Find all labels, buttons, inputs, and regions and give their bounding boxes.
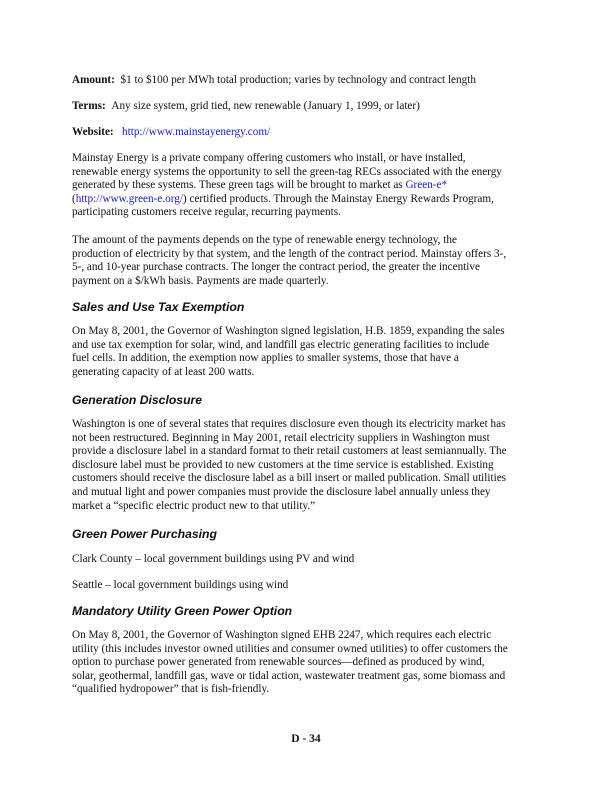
text-line: disclosure label must be provided to new customers at the time service is established. Existing (72, 458, 494, 471)
text-line (72, 179, 544, 193)
heading-sales-use-tax-exemption: Sales and Use Tax Exemption (72, 300, 245, 314)
text-line: Washington is one of several states that requires disclosure even though its electricity market has (72, 418, 506, 430)
heading-generation-disclosure: Generation Disclosure (72, 393, 203, 407)
amount-label: Amount: (72, 74, 115, 86)
terms-field (72, 100, 420, 114)
text-line: option to purchase power generated from renewable sources—defined as produced by wind, (72, 656, 485, 669)
amount-field (72, 74, 476, 88)
text-line: Mainstay Energy is a private company offering customers who install, or have installed, (72, 152, 466, 164)
website-field (72, 126, 270, 140)
text-line: “qualified hydropower” that is fish-friendly. (72, 683, 270, 696)
text-line: participating customers receive regular, recurring payments. (72, 206, 341, 219)
mainstay-payments-paragraph (72, 234, 544, 288)
text-line: solar, geothermal, landfill gas, wave or tidal action, wastewater treatment gas, some biomass and (72, 669, 506, 682)
text-segment: generated by these systems. These green tags will be brought to market as (72, 179, 406, 192)
text-line (72, 193, 544, 207)
text-line: payment on a $/kWh basis. Payments are made quarterly. (72, 274, 329, 287)
text-line: The amount of the payments depends on the type of renewable energy technology, the (72, 234, 457, 246)
text-line: market a “specific electric product new to that utility.” (72, 499, 316, 512)
page-number: D - 34 (291, 733, 321, 745)
website-label: Website: (72, 126, 114, 138)
text-line: generating capacity of at least 200 watts. (72, 365, 255, 378)
sales-tax-paragraph (72, 325, 544, 379)
text-line: utility (this includes investor owned utilities and consumer owned utilities) to offer customers the (72, 642, 508, 655)
text-line: renewable energy systems the opportunity to sell the green-tag RECs associated with the energy (72, 165, 502, 178)
mainstay-intro-paragraph (72, 152, 544, 220)
terms-label: Terms: (72, 100, 106, 112)
heading-green-power-purchasing: Green Power Purchasing (72, 527, 217, 541)
text-segment: ( (72, 192, 76, 205)
website-link[interactable]: http://www.mainstayenergy.com/ (122, 126, 271, 138)
text-line: 5-, and 10-year purchase contracts. The longer the contract period, the greater the incentive (72, 261, 480, 274)
mandatory-option-paragraph (72, 629, 544, 697)
text-segment: ) certified products. Through the Mainstay Energy Rewards Program, (182, 192, 494, 205)
text-line: production of electricity by that system, and the length of the contract period. Mainstay offers 3-, (72, 247, 507, 260)
generation-disclosure-paragraph (72, 418, 544, 513)
text-line: and mutual light and power companies must provide the disclosure label annually unless they (72, 485, 491, 498)
terms-value: Any size system, grid tied, new renewable (January 1, 1999, or later) (111, 100, 420, 112)
text-line: On May 8, 2001, the Governor of Washington signed legislation, H.B. 1859, expanding the sales (72, 325, 505, 337)
heading-mandatory-utility-green-power-option: Mandatory Utility Green Power Option (72, 604, 293, 618)
text-line: customers should receive the disclosure label as a bill insert or mailed publication. Small utilities (72, 472, 507, 485)
green-e-link[interactable]: Green-e* (405, 179, 448, 192)
text-line: provide a disclosure label in a standard format to their retail customers at least semiannually. The (72, 445, 507, 458)
text-line: On May 8, 2001, the Governor of Washington signed EHB 2247, which requires each electric (72, 629, 492, 641)
green-power-item: Clark County – local government buildings using PV and wind (72, 553, 355, 565)
text-line: fuel cells. In addition, the exemption now applies to smaller systems, those that have a (72, 352, 459, 365)
green-power-item: Seattle – local government buildings using wind (72, 579, 289, 591)
green-e-url-link[interactable]: http://www.green-e.org/ (75, 192, 183, 205)
amount-value: $1 to $100 per MWh total production; varies by technology and contract length (120, 74, 476, 86)
text-line: not been restructured. Beginning in May 2001, retail electricity suppliers in Washington must (72, 431, 490, 444)
text-line: and use tax exemption for solar, wind, and landfill gas electric generating facilities to include (72, 338, 490, 351)
